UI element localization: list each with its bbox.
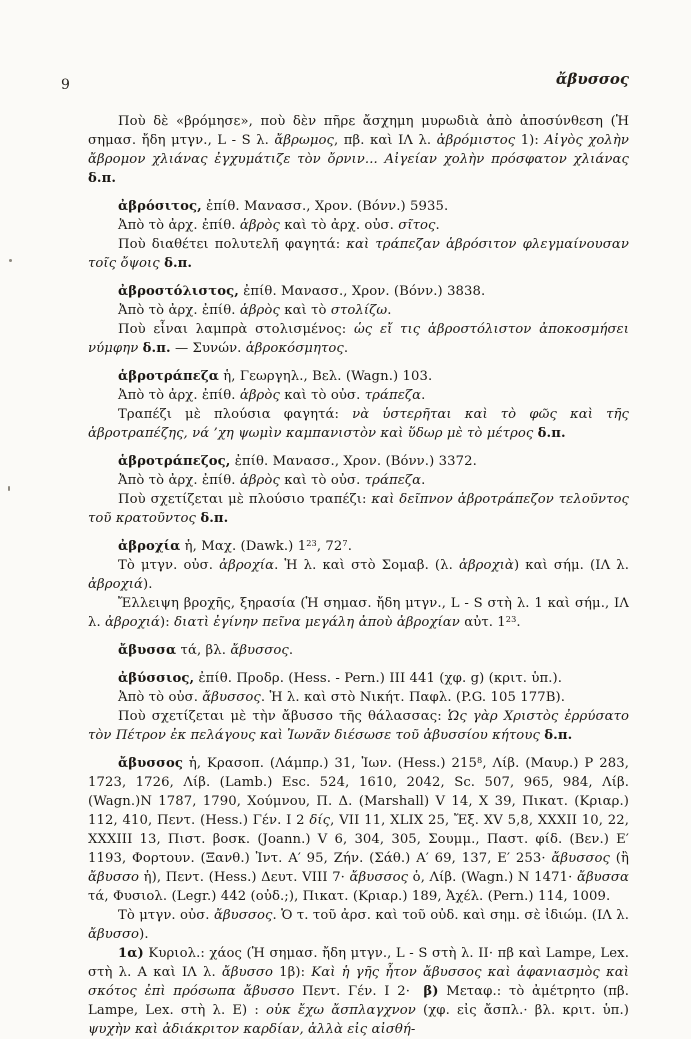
italic-segment: ἀβροχιά bbox=[88, 577, 143, 592]
text-segment: ). bbox=[139, 927, 149, 942]
italic-segment: Ὡς γὰρ Χριστὸς ἐρρύσατο τὸν Πέτρον ἐκ πελάγους καὶ Ἰωνᾶν διέσωσε τοῦ ἀβυσσίου κήτους bbox=[88, 709, 630, 743]
text-segment: . bbox=[516, 615, 521, 630]
paragraph bbox=[88, 594, 629, 632]
text-segment: Τραπέζι μὲ πλούσια φαγητά: bbox=[118, 407, 353, 422]
text-segment: δ.π. bbox=[88, 171, 117, 186]
superscript: 23 bbox=[505, 613, 517, 624]
text-segment: Μεταφ.: τὸ ἀμέτρητο (πβ. Lampe, Lex. στὴ λ. Ε) : bbox=[88, 984, 630, 1018]
italic-segment: ἄβυσσο bbox=[221, 965, 273, 980]
italic-segment: ἁβρὸς bbox=[239, 303, 280, 318]
text-segment: δ.π. bbox=[164, 256, 193, 271]
italic-segment: ἀβρόμιστος bbox=[436, 133, 516, 148]
headword: ἄβυσσος bbox=[118, 756, 184, 771]
headword: ἀβροχία bbox=[118, 539, 181, 554]
page-number: 9 bbox=[61, 77, 70, 93]
italic-segment: ψυχὴν καὶ ἀδιάκριτον καρδίαν, ἀλλὰ εἰς αἰσθή- bbox=[88, 1022, 416, 1037]
entry-paragraph bbox=[88, 452, 629, 471]
text-segment: Ἔλλειψη βροχῆς, ξηρασία (Ἡ σημασ. ἤδη μτγν., L - S στὴ λ. 1 καὶ σήμ., ΙΛ λ. bbox=[88, 596, 629, 630]
italic-segment: ἄβυσσος bbox=[213, 908, 273, 923]
italic-segment: στολίζω bbox=[330, 303, 388, 318]
italic-segment: οὐκ ἔχω ἄσπλαγχνον bbox=[266, 1003, 423, 1018]
entry-paragraph bbox=[88, 537, 629, 556]
italic-segment: ἀβροχιὰ bbox=[458, 558, 514, 573]
text-segment: (ἢ bbox=[609, 851, 629, 866]
text-segment: Πεντ. Γέν. Ι 2· bbox=[302, 984, 424, 999]
paragraph bbox=[88, 112, 629, 188]
italic-segment: ἄβυσσος bbox=[551, 851, 610, 866]
italic-segment: ἄβυσσος bbox=[230, 643, 289, 658]
text-segment: . bbox=[288, 643, 294, 658]
text-segment: ἐπίθ. Προδρ. (Hess. - Pern.) ΙΙΙ 441 (χφ. g) (κριτ. ὑπ.). bbox=[194, 671, 563, 686]
text-segment: Τὸ μτγν. οὐσ. bbox=[118, 558, 220, 573]
headword: ἀβροστόλιστος, bbox=[118, 284, 239, 299]
paragraph bbox=[88, 906, 629, 944]
text-segment: , Λίβ. (Μαυρ.) P 283, 1723, 1726, Λίβ. (Lamb.) Esc. 524, 1610, 2042, Sc. 507, 965, 984, Λίβ. (Wagn.)N 1787, 1790, Χούμνου, Π. Δ. (Marshall) V 14, X 39, Πικατ. (Κριαρ.) 112, 410, Πεντ. (Hess.) Γέν. Ι 2 bbox=[88, 756, 630, 828]
italic-segment: καὶ τράπεζαν ἁβρόσιτον φλεγμαίνουσαν τοῖς ὄψοις bbox=[88, 237, 629, 271]
text-segment: ὁ, Λίβ. (Wagn.) N 1471· bbox=[408, 870, 577, 885]
text-segment: ἡ, Γεωργηλ., Βελ. (Wagn.) 103. bbox=[219, 369, 433, 384]
text-segment: . bbox=[347, 539, 353, 554]
entry-paragraph bbox=[88, 669, 629, 688]
text-segment: Ἀπὸ τὸ οὐσ. bbox=[118, 690, 203, 705]
text-segment: Ποὺ σχετίζεται μὲ τὴν ἄβυσσο τῆς θάλασσας: bbox=[118, 709, 448, 724]
entry-paragraph bbox=[88, 754, 629, 906]
text-segment: — Συνών. bbox=[170, 341, 246, 356]
italic-segment: τράπεζα bbox=[364, 473, 422, 488]
text-segment: 1): bbox=[515, 133, 545, 148]
text-segment: ἐπίθ. Μανασσ., Χρον. (Βόνν.) 3838. bbox=[238, 284, 486, 299]
text-segment: Ποὺ εἶναι λαμπρὰ στολισμένος: bbox=[118, 322, 354, 337]
paragraph bbox=[88, 301, 629, 320]
text-segment: 1β): bbox=[273, 965, 312, 980]
italic-segment: καὶ δεῖπνον ἁβροτράπεζον τελοῦντος τοῦ κρατοῦντος bbox=[88, 492, 630, 526]
text-segment: καὶ τὸ ἀρχ. οὐσ. bbox=[279, 218, 399, 233]
text-segment: καὶ τὸ bbox=[279, 303, 331, 318]
paragraph bbox=[88, 707, 629, 745]
running-head: ἄβυσσος bbox=[555, 70, 629, 88]
paragraph bbox=[88, 944, 629, 1039]
text-segment: δ.π. bbox=[200, 511, 229, 526]
headword: ἀβρόσιτος, bbox=[118, 199, 202, 214]
text-segment: καὶ τὸ οὐσ. bbox=[279, 473, 365, 488]
italic-segment: διατὶ ἐγίνην πεῖνα μεγάλη ἀποὺ ἀβροχίαν bbox=[174, 615, 465, 630]
text-segment: Ἀπὸ τὸ ἀρχ. ἐπίθ. bbox=[118, 303, 240, 318]
text-segment: ἡ), Πεντ. (Hess.) Δευτ. VIII 7· bbox=[139, 870, 350, 885]
italic-segment: νὰ ὑστερῆται καὶ τὸ φῶς καὶ τῆς ἁβροτραπέζης, νά ’χη ψωμὶν καμπανιστὸν καὶ ὕδωρ μὲ τὸ μέτρος bbox=[88, 407, 630, 441]
text-segment: , πβ. καὶ ΙΛ λ. bbox=[334, 133, 437, 148]
text-segment: ). bbox=[143, 577, 153, 592]
text-segment: , 72 bbox=[316, 539, 343, 554]
italic-segment: ἁβρὸς bbox=[239, 473, 280, 488]
paragraph bbox=[88, 320, 629, 358]
text-segment: δ.π. bbox=[544, 728, 573, 743]
text-segment: 1α) bbox=[118, 946, 144, 961]
text-segment: Ποὺ διαθέτει πολυτελῆ φαγητά: bbox=[118, 237, 347, 252]
headword: ἁβροτράπεζος, bbox=[118, 454, 231, 469]
scan-speck bbox=[9, 259, 12, 262]
paragraph bbox=[88, 386, 629, 405]
headword: ἀβύσσιος, bbox=[118, 671, 195, 686]
paragraph bbox=[88, 471, 629, 490]
italic-segment: σῖτος bbox=[398, 218, 436, 233]
superscript: 7 bbox=[342, 537, 348, 548]
text-segment: Ἀπὸ τὸ ἀρχ. ἐπίθ. bbox=[118, 473, 240, 488]
text-segment: δ.π. bbox=[142, 341, 171, 356]
paragraph bbox=[88, 490, 629, 528]
paragraph bbox=[88, 216, 629, 235]
superscript: 23 bbox=[306, 537, 317, 548]
text-segment: δ.π. bbox=[537, 426, 566, 441]
text-segment: ἐπίθ. Μανασσ., Χρον. (Βόνν.) 5935. bbox=[201, 199, 449, 214]
entry-paragraph bbox=[88, 282, 629, 301]
text-segment: Ἀπὸ τὸ ἀρχ. ἐπίθ. bbox=[118, 388, 240, 403]
text-segment: Ἀπὸ τὸ ἀρχ. ἐπίθ. bbox=[118, 218, 240, 233]
text-segment: ): bbox=[160, 615, 175, 630]
text-segment: ) καὶ σήμ. (ΙΛ λ. bbox=[513, 558, 629, 573]
entry-paragraph bbox=[88, 641, 629, 660]
italic-segment: ἄβυσσο bbox=[88, 927, 140, 942]
italic-segment: ἁβρὸς bbox=[239, 388, 280, 403]
text-segment: ἐπίθ. Μανασσ., Χρον. (Βόνν.) 3372. bbox=[230, 454, 477, 469]
italic-segment: δίς bbox=[309, 813, 331, 828]
italic-segment: ἄβρωμος bbox=[274, 133, 335, 148]
text-segment: Ποὺ σχετίζεται μὲ πλούσιο τραπέζι: bbox=[118, 492, 372, 507]
headword: ἄβυσσα bbox=[118, 643, 177, 658]
text-segment: . Ὁ τ. τοῦ ἀρσ. καὶ τοῦ οὐδ. καὶ σημ. σὲ ἰδιώμ. (ΙΛ λ. bbox=[272, 908, 629, 923]
text-segment: . Ἡ λ. καὶ στὸ Σομαβ. (λ. bbox=[274, 558, 459, 573]
text-segment: Ποὺ δὲ «βρόμησε», ποὺ δὲν πῆρε ἄσχημη μυρωδιὰ ἀπὸ ἀποσύνθεση (Ἡ σημασ. ἤδη μτγν., L - S λ. bbox=[88, 114, 629, 148]
text-segment: καὶ τὸ οὐσ. bbox=[279, 388, 365, 403]
text-segment: ἡ, Κρασοπ. (Λάμπρ.) 31, Ἰων. (Hess.) 215 bbox=[183, 756, 477, 771]
text-segment: . bbox=[421, 388, 426, 403]
italic-segment: ἄβυσσος bbox=[349, 870, 409, 885]
paragraph bbox=[88, 405, 629, 443]
text-segment: . bbox=[343, 341, 349, 356]
text-segment: αὐτ. 1 bbox=[464, 615, 506, 630]
text-segment: Τὸ μτγν. οὐσ. bbox=[118, 908, 214, 923]
italic-segment: Καὶ ἡ γῆς ἦτον ἄβυσσος καὶ ἀφανιασμὸς καὶ σκότος ἐπὶ πρόσωπα ἄβυσσο bbox=[88, 965, 629, 999]
paragraph bbox=[88, 688, 629, 707]
text-segment: Κυριολ.: χάος (Ἡ σημασ. ἤδη μτγν., L - S στὴ λ. ΙΙ· πβ καὶ Lampe, Lex. στὴ λ. Α καὶ ΙΛ λ. bbox=[88, 946, 629, 980]
entry-paragraph bbox=[88, 367, 629, 386]
text-segment: , VII 11, XLIX 25, Ἔξ. XV 5,8, XXXII 10, 22, XXXIII 13, Πιστ. βοσκ. (Joann.) V 6, 304, 305, Σουμμ., Παστ. φίδ. (Βεν.) Ε′ 1193, Φορτουν. (Ξανθ.) Ἰντ. Α′ 95, Ζήν. (Σάθ.) Α′ 69, 137, Ε′ 253· bbox=[88, 813, 629, 866]
scan-speck bbox=[8, 486, 10, 491]
text-segment: . bbox=[387, 303, 392, 318]
text-segment: ἡ, Μαχ. (Dawk.) 1 bbox=[180, 539, 307, 554]
text-segment: . bbox=[421, 473, 426, 488]
text-segment: (χφ. εἰς ἄσπλ.· βλ. κριτ. ὑπ.) bbox=[422, 1003, 629, 1018]
superscript: 8 bbox=[477, 754, 483, 765]
text-segment: . bbox=[435, 218, 440, 233]
italic-segment: ἀβροχία bbox=[219, 558, 275, 573]
text-segment: τά, Φυσιολ. (Legr.) 442 (οὐδ.;), Πικατ. (Κριαρ.) 189, Ἀχέλ. (Pern.) 114, 1009. bbox=[88, 889, 611, 904]
italic-segment: ἀβροχιά bbox=[105, 615, 161, 630]
text-segment: τά, βλ. bbox=[176, 643, 231, 658]
italic-segment: ἄβυσσα bbox=[576, 870, 629, 885]
italic-segment: ὡς εἴ τις ἁβροστόλιστον ἀποκοσμήσει νύμφην bbox=[88, 322, 629, 356]
text-segment: . Ἡ λ. καὶ στὸ Νικήτ. Παφλ. (P.G. 105 177B). bbox=[260, 690, 566, 705]
entry-paragraph bbox=[88, 197, 629, 216]
text-block bbox=[88, 112, 629, 1039]
italic-segment: Αἰγὸς χολὴν ἄβρομον χλιάνας ἐγχυμάτιζε τὸν ὄρνιν... Αἰγείαν χολὴν πρόσφατον χλιάνας bbox=[88, 133, 629, 167]
italic-segment: ἄβυσσος bbox=[202, 690, 261, 705]
italic-segment: ἁβροκόσμητος bbox=[245, 341, 344, 356]
text-segment: β) bbox=[423, 984, 439, 999]
headword: ἁβροτράπεζα bbox=[118, 369, 219, 384]
italic-segment: ἄβυσσο bbox=[88, 870, 140, 885]
paragraph bbox=[88, 235, 629, 273]
italic-segment: τράπεζα bbox=[364, 388, 422, 403]
paragraph bbox=[88, 556, 629, 594]
italic-segment: ἁβρὸς bbox=[239, 218, 280, 233]
